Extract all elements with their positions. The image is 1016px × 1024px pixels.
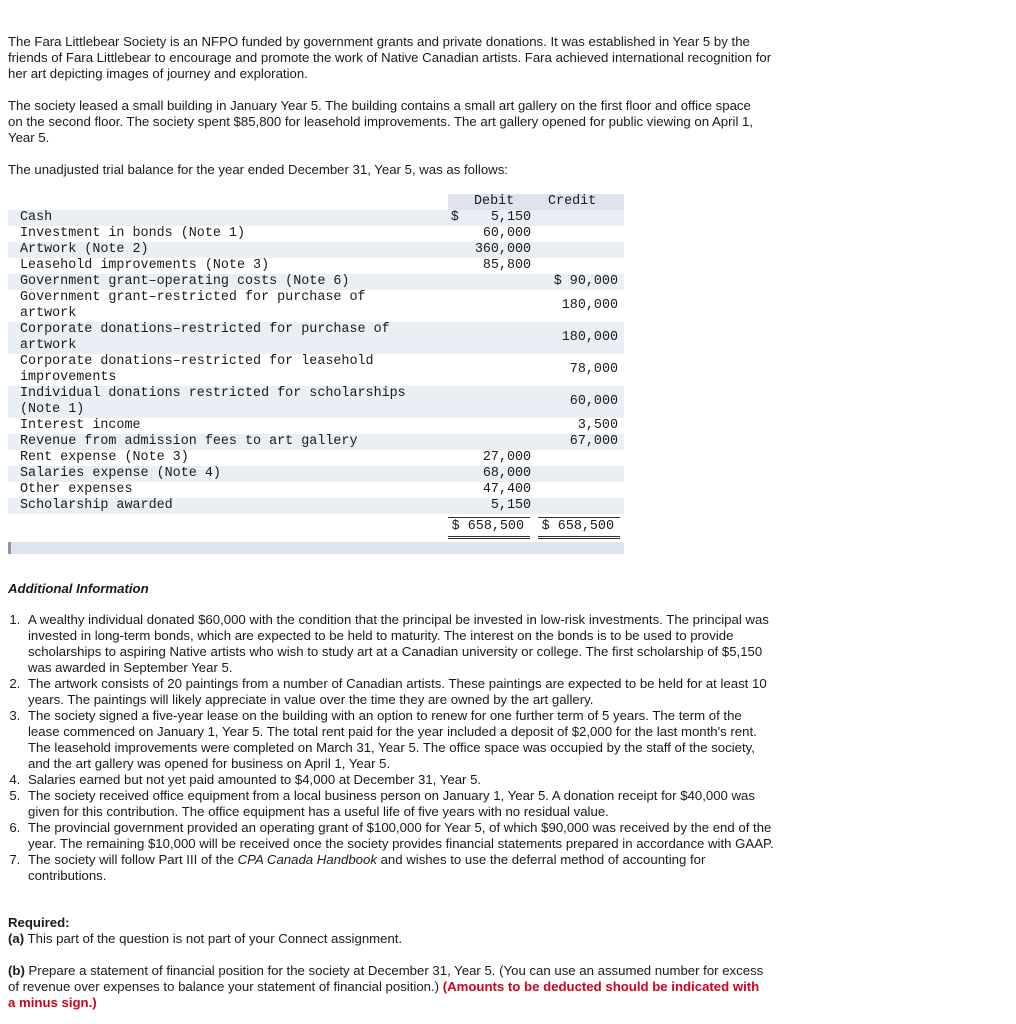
trial-balance-rows <box>8 210 624 514</box>
account-name: Leasehold improvements (Note 3) <box>20 258 270 273</box>
account-name: Interest income <box>20 418 141 433</box>
credit-value: 60,000 <box>569 394 619 409</box>
note-item: 2. The artwork consists of 20 paintings from a number of Canadian artists. These paintings are expected to be held for at least 10 years. The paintings will likely appreciate in value over the time they are owned by the art gallery. <box>24 676 776 708</box>
credit-value: 180,000 <box>561 298 619 313</box>
account-name: Investment in bonds (Note 1) <box>20 226 245 241</box>
table-row <box>8 434 624 450</box>
credit-value: 3,500 <box>577 418 619 433</box>
debit-header: Debit <box>474 194 515 209</box>
required-part-b <box>8 963 768 1011</box>
note-item: 4. Salaries earned but not yet paid amounted to $4,000 at December 31, Year 5. <box>24 772 776 788</box>
account-name: Other expenses <box>20 482 133 497</box>
table-row <box>8 450 624 466</box>
debit-value: 5,150 <box>490 498 532 513</box>
credit-value: 78,000 <box>569 362 619 377</box>
additional-notes-list <box>8 612 776 884</box>
table-row <box>8 498 624 514</box>
account-name: Artwork (Note 2) <box>20 242 149 257</box>
account-name: Individual donations restricted for scholarships (Note 1) <box>20 386 406 417</box>
required-heading: Required: <box>8 915 70 930</box>
part-b-instruction: (Amounts to be deducted should be indicated with a minus sign.) <box>8 979 760 1010</box>
trial-balance-header <box>8 194 624 210</box>
required-section <box>8 915 768 1011</box>
note7-handbook: CPA Canada Handbook <box>237 852 377 867</box>
table-bottom-scrollbar[interactable] <box>8 542 624 554</box>
additional-info-heading: Additional Information <box>8 581 149 596</box>
table-row <box>8 482 624 498</box>
account-name: Corporate donations–restricted for leasehold improvements <box>20 354 374 385</box>
account-name: Government grant–operating costs (Note 6) <box>20 274 350 289</box>
debit-value: 85,800 <box>482 258 532 273</box>
debit-value: 60,000 <box>482 226 532 241</box>
debit-value: $ 5,150 <box>450 210 532 225</box>
debit-value: 68,000 <box>482 466 532 481</box>
table-row <box>8 354 624 386</box>
debit-value: 27,000 <box>482 450 532 465</box>
note-item: 5. The society received office equipment from a local business person on January 1, Year 5. A donation receipt for $40,000 was given for this contribution. The office equipment has a useful life of five years with no residual value. <box>24 788 776 820</box>
part-b-text: Prepare a statement of financial position for the society at December 31, Year 5. (You can use an assumed number for excess of revenue over expenses to balance your statement of financial position.) <box>8 963 767 994</box>
trial-balance-table <box>8 194 624 554</box>
table-row <box>8 418 624 434</box>
account-name: Corporate donations–restricted for purchase of artwork <box>20 322 390 353</box>
credit-value: 67,000 <box>569 434 619 449</box>
credit-value: 180,000 <box>561 330 619 345</box>
total-debit: $ 658,500 <box>448 517 530 539</box>
account-name: Rent expense (Note 3) <box>20 450 189 465</box>
table-row <box>8 274 624 290</box>
account-name: Cash <box>20 210 53 225</box>
table-row <box>8 210 624 226</box>
note-item <box>24 852 776 884</box>
intro-paragraph-2: The society leased a small building in January Year 5. The building contains a small art gallery on the first floor and office space on the second floor. The society spent $85,800 for leasehold improvements. The art gallery opened for public viewing on April 1, Year 5. <box>8 98 754 145</box>
note7-text-end: and wishes to use the deferral method of accounting for contributions. <box>28 852 706 883</box>
intro-paragraph-3: The unadjusted trial balance for the year ended December 31, Year 5, was as follows: <box>8 162 508 177</box>
intro-paragraph-1: The Fara Littlebear Society is an NFPO funded by government grants and private donations. It was established in Year 5 by the friends of Fara Littlebear to encourage and promote the work of Native Canadian artists. Fara achieved international recognition for her art depicting images of journey and exploration. <box>8 34 772 81</box>
account-name: Revenue from admission fees to art gallery <box>20 434 358 449</box>
part-a-label: (a) <box>8 931 25 946</box>
account-name: Salaries expense (Note 4) <box>20 466 221 481</box>
table-row <box>8 290 624 322</box>
required-part-a <box>8 931 768 947</box>
debit-value: 47,400 <box>482 482 532 497</box>
table-row <box>8 242 624 258</box>
note7-text: The society will follow Part III of the <box>28 852 238 867</box>
credit-header: Credit <box>548 194 597 209</box>
totals-row <box>8 514 624 542</box>
account-name: Government grant–restricted for purchase of artwork <box>20 290 366 321</box>
table-row <box>8 466 624 482</box>
table-row <box>8 322 624 354</box>
debit-value: 360,000 <box>474 242 532 257</box>
account-name: Scholarship awarded <box>20 498 173 513</box>
table-row <box>8 258 624 274</box>
part-a-text: This part of the question is not part of your Connect assignment. <box>24 931 403 946</box>
table-row <box>8 386 624 418</box>
total-credit: $ 658,500 <box>538 517 620 539</box>
note-item: 3. The society signed a five-year lease on the building with an option to renew for one further term of 5 years. The term of the lease commenced on January 1, Year 5. The total rent paid for the year included a deposit of $2,000 for the last month's rent. The leasehold improvements were completed on March 31, Year 5. The office space was occupied by the staff of the society, and the art gallery was opened for business on April 1, Year 5. <box>24 708 776 772</box>
part-b-label: (b) <box>8 963 25 978</box>
table-row <box>8 226 624 242</box>
note-item: 6. The provincial government provided an operating grant of $100,000 for Year 5, of which $90,000 was received by the end of the year. The remaining $10,000 will be received once the society provides financial statements prepared in accordance with GAAP. <box>24 820 776 852</box>
credit-value: $ 90,000 <box>553 274 619 289</box>
note-item: 1. A wealthy individual donated $60,000 with the condition that the principal be invested in low-risk investments. The principal was invested in long-term bonds, which are expected to be held to maturity. The interest on the bonds is to be used to provide scholarships to aspiring Native artists who wish to study art at a Canadian university or college. The first scholarship of $5,150 was awarded in September Year 5. <box>24 612 776 676</box>
